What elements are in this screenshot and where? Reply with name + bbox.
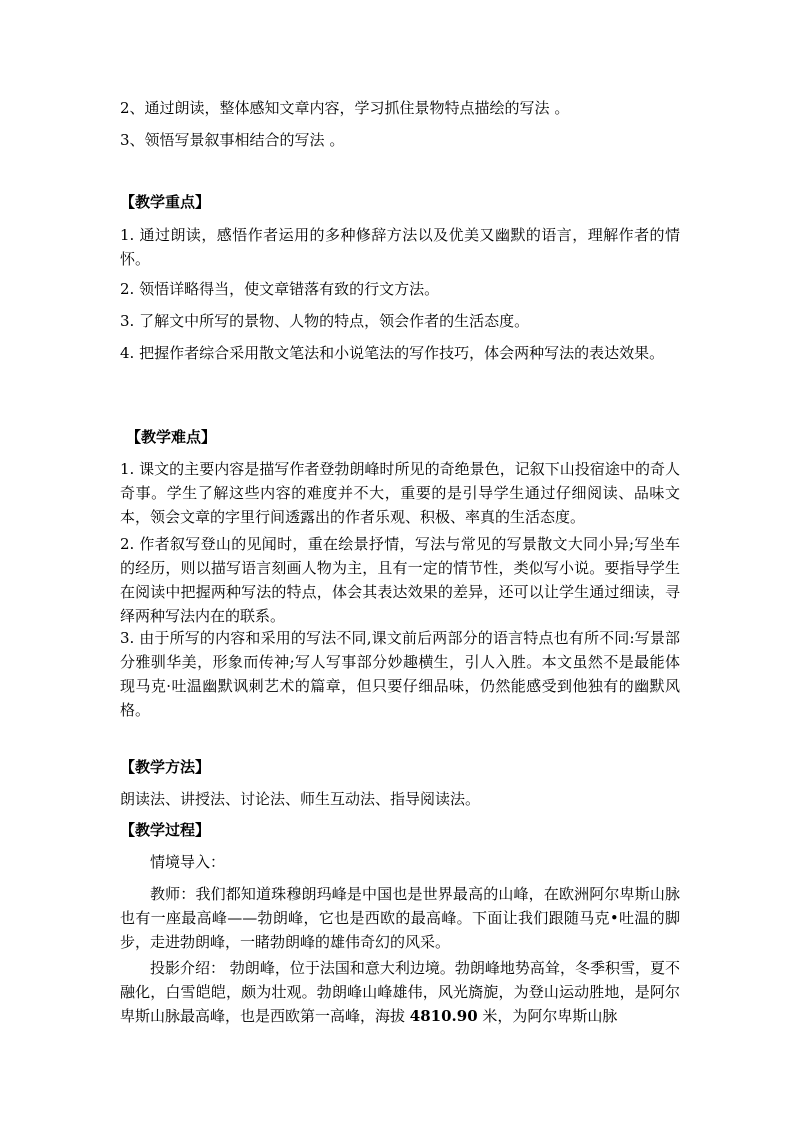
key-point-item-1: 1. 通过朗读，感悟作者运用的多种修辞方法以及优美又幽默的语言，理解作者的情怀。 (120, 226, 680, 268)
process-heading: 【教学过程】 (120, 821, 211, 839)
methods-text: 朗读法、讲授法、讨论法、师生互动法、指导阅读法。 (120, 790, 481, 808)
methods-heading: 【教学方法】 (120, 758, 211, 776)
key-point-item-4: 4. 把握作者综合采用散文笔法和小说笔法的写作技巧，体会两种写法的表达效果。 (120, 344, 665, 362)
difficulty-item-2: 2. 作者叙写登山的见闻时，重在绘景抒情，写法与常见的写景散文大同小异;写坐车的经历，则以描写语言刻画人物为主，且有一定的情节性，类似写小说。要指导学生在阅读中把握两种写法的特点，体会其表达效果的差异，还可以让学生通过细读，寻绎两种写法内在的联系。 (120, 535, 680, 625)
process-projection-paragraph (120, 956, 680, 1028)
difficulty-item-1: 1. 课文的主要内容是描写作者登勃朗峰时所见的奇绝景色，记叙下山投宿途中的奇人奇事。学生了解这些内容的难度并不大，重要的是引导学生通过仔细阅读、品味文本，领会文章的字里行间透露出的作者乐观、积极、率真的生活态度。 (120, 460, 680, 526)
key-points-heading: 【教学重点】 (120, 193, 211, 211)
process-intro: 情境导入： (150, 853, 226, 871)
key-point-item-2: 2. 领悟详略得当，使文章错落有致的行文方法。 (120, 280, 440, 298)
key-point-item-3: 3. 了解文中所写的景物、人物的特点，领会作者的生活态度。 (120, 312, 530, 330)
objective-item-2: 2、通过朗读，整体感知文章内容，学习抓住景物特点描绘的写法 。 (120, 99, 570, 117)
projection-height-value: 4810.90 (409, 1007, 478, 1025)
objective-item-3: 3、领悟写景叙事相结合的写法 。 (120, 131, 345, 149)
difficulty-item-3: 3. 由于所写的内容和采用的写法不同,课文前后两部分的语言特点也有所不同:写景部分雅驯华美，形象而传神;写人写事部分妙趣横生，引人入胜。本文虽然不是最能体现马克·吐温幽默讽刺艺术的篇章，但只要仔细品味，仍然能感受到他独有的幽默风格。 (120, 629, 680, 719)
process-teacher-paragraph: 教师：我们都知道珠穆朗玛峰是中国也是世界最高的山峰，在欧洲阿尔卑斯山脉也有一座最高峰——勃朗峰，它也是西欧的最高峰。下面让我们跟随马克•吐温的脚步，走进勃朗峰，一睹勃朗峰的雄伟奇幻的风采。 (120, 885, 680, 951)
difficulties-heading: 【教学难点】 (126, 428, 217, 446)
projection-text-after: 米，为阿尔卑斯山脉 (477, 1007, 618, 1025)
projection-text-before: 投影介绍： 勃朗峰，位于法国和意大利边境。勃朗峰地势高耸，冬季积雪，夏不融化，白雪皑皑，颇为壮观。勃朗峰山峰雄伟，风光旖旎，为登山运动胜地，是阿尔卑斯山脉最高峰，也是西欧第一高峰，海拔 (120, 959, 680, 1025)
